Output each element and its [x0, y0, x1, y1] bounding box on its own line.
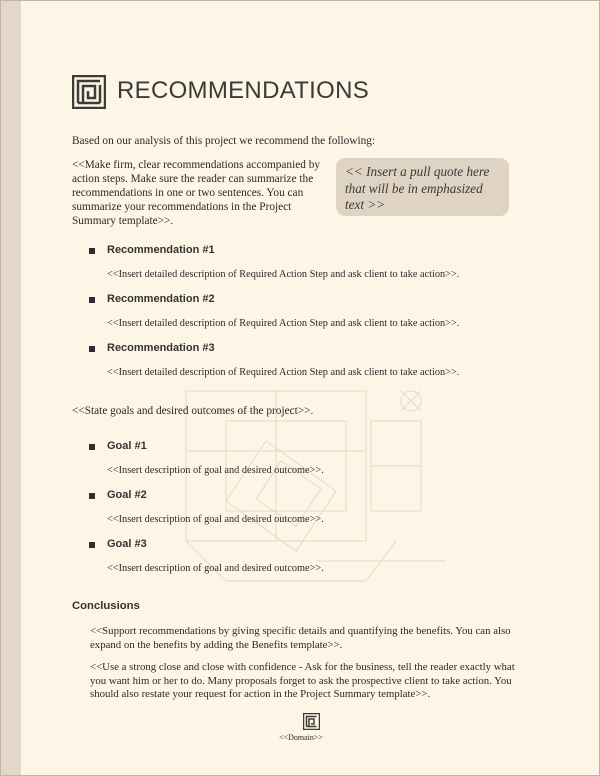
page-title: RECOMMENDATIONS [117, 77, 370, 104]
conclusion-paragraph: <<Support recommendations by giving specific details and quantifying the benefits. You can also expand on the benefits by adding the Benefits template>>. [90, 625, 511, 651]
bullet-icon [89, 444, 95, 450]
brand-logo [72, 75, 106, 109]
bullet-icon [89, 493, 95, 499]
recommendation-description: <<Insert detailed description of Required Action Step and ask client to take action>>. [107, 367, 460, 378]
intro-text: Based on our analysis of this project we recommend the following: [72, 135, 376, 147]
conclusions-heading: Conclusions [72, 600, 140, 612]
bullet-icon [89, 297, 95, 303]
goal-description: <<Insert description of goal and desired outcome>>. [107, 465, 324, 476]
recommendation-description: <<Insert detailed description of Required Action Step and ask client to take action>>. [107, 269, 460, 280]
recommendation-description: <<Insert detailed description of Required Action Step and ask client to take action>>. [107, 318, 460, 329]
bullet-icon [89, 248, 95, 254]
goals-intro: <<State goals and desired outcomes of the project>>. [72, 405, 314, 417]
instruction-text: <<Make firm, clear recommendations accompanied by action steps. Make sure the reader can summarize the recommendations in one or two sentences. You can summarize your recommendations in the Project Summary template>>. [72, 159, 320, 227]
goal-description: <<Insert description of goal and desired outcome>>. [107, 514, 324, 525]
footer-domain: <<Domain>> [279, 733, 323, 742]
goal-heading: Goal #2 [107, 489, 147, 501]
goal-heading: Goal #1 [107, 440, 147, 452]
pull-quote: << Insert a pull quote here that will be in emphasized text >> [336, 158, 509, 216]
recommendation-heading: Recommendation #2 [107, 293, 215, 305]
left-margin-band [1, 1, 21, 775]
recommendation-heading: Recommendation #3 [107, 342, 215, 354]
conclusion-paragraph: <<Use a strong close and close with confidence - Ask for the business, tell the reader exactly what you want him or her to do. Many proposals forget to ask the prospective client to take action. You should also restate your request for action in the Project Summary template>>. [90, 661, 515, 700]
footer-logo-icon [303, 713, 320, 730]
goal-description: <<Insert description of goal and desired outcome>>. [107, 563, 324, 574]
bullet-icon [89, 346, 95, 352]
bullet-icon [89, 542, 95, 548]
recommendation-heading: Recommendation #1 [107, 244, 215, 256]
goal-heading: Goal #3 [107, 538, 147, 550]
